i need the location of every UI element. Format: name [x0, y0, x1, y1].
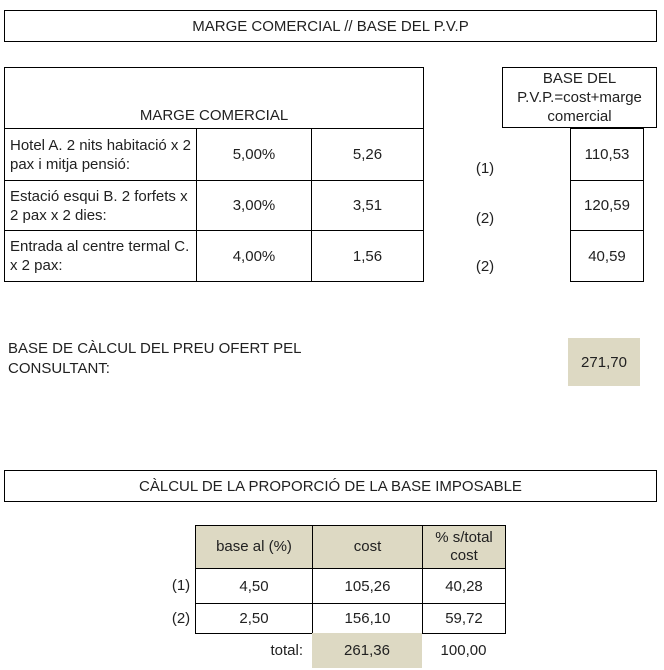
- hotel-label: Hotel A. 2 nits habitació x 2 pax i mitja pensió:: [5, 129, 197, 181]
- table-row: [5, 181, 424, 231]
- total-pct-cell: 100,00: [440, 642, 487, 659]
- row1-cost-cell: 105,26: [313, 569, 423, 604]
- entrada-label: Entrada al centre termal C. x 2 pax:: [5, 231, 197, 282]
- hotel-percent-cell: 5,00%: [197, 129, 312, 181]
- marge-table-header: MARGE COMERCIAL: [5, 68, 424, 129]
- estacio-label: Estació esqui B. 2 forfets x 2 pax x 2 dies:: [5, 181, 197, 231]
- total-cost-cell: 261,36: [312, 633, 422, 668]
- table-row: [196, 604, 506, 634]
- col-header-base-al: base al (%): [196, 526, 313, 569]
- table-row: [196, 569, 506, 604]
- ref-mark-row1: (1): [171, 577, 191, 594]
- hotel-margin-cell: 5,26: [312, 129, 424, 181]
- table-row: [5, 129, 424, 181]
- row1-pct-cell: 40,28: [423, 569, 506, 604]
- total-label: total:: [270, 642, 303, 659]
- col-header-cost: cost: [313, 526, 423, 569]
- col-header-pct-total: % s/total cost: [423, 526, 506, 569]
- row1-base-cell: 4,50: [196, 569, 313, 604]
- entrada-percent-cell: 4,00%: [197, 231, 312, 282]
- entrada-margin-cell: 1,56: [312, 231, 424, 282]
- base-calcul-label: BASE DE CÀLCUL DEL PREU OFERT PEL CONSULTANT:: [8, 340, 301, 377]
- ref-mark-row2: (2): [171, 610, 191, 627]
- pvp-value-1: 110,53: [571, 129, 644, 181]
- section-title-proporcio: CÀLCUL DE LA PROPORCIÓ DE LA BASE IMPOSABLE: [4, 470, 657, 502]
- base-pvp-header: BASE DEL P.V.P.=cost+marge comercial: [502, 67, 657, 128]
- table-row: [5, 231, 424, 282]
- ref-mark-2: (2): [475, 210, 495, 227]
- section-title-marge-comercial: MARGE COMERCIAL // BASE DEL P.V.P: [4, 10, 657, 42]
- row2-pct-cell: 59,72: [423, 604, 506, 634]
- pvp-value-2: 120,59: [571, 181, 644, 231]
- marge-comercial-table: [4, 67, 424, 282]
- estacio-percent-cell: 3,00%: [197, 181, 312, 231]
- ref-mark-3: (2): [475, 258, 495, 275]
- row2-base-cell: 2,50: [196, 604, 313, 634]
- pvp-value-3: 40,59: [571, 231, 644, 282]
- row2-cost-cell: 156,10: [313, 604, 423, 634]
- proporcio-table: [195, 525, 506, 634]
- ref-mark-1: (1): [475, 160, 495, 177]
- base-pvp-values-table: [570, 128, 644, 282]
- estacio-margin-cell: 3,51: [312, 181, 424, 231]
- base-calcul-value: 271,70: [568, 338, 640, 386]
